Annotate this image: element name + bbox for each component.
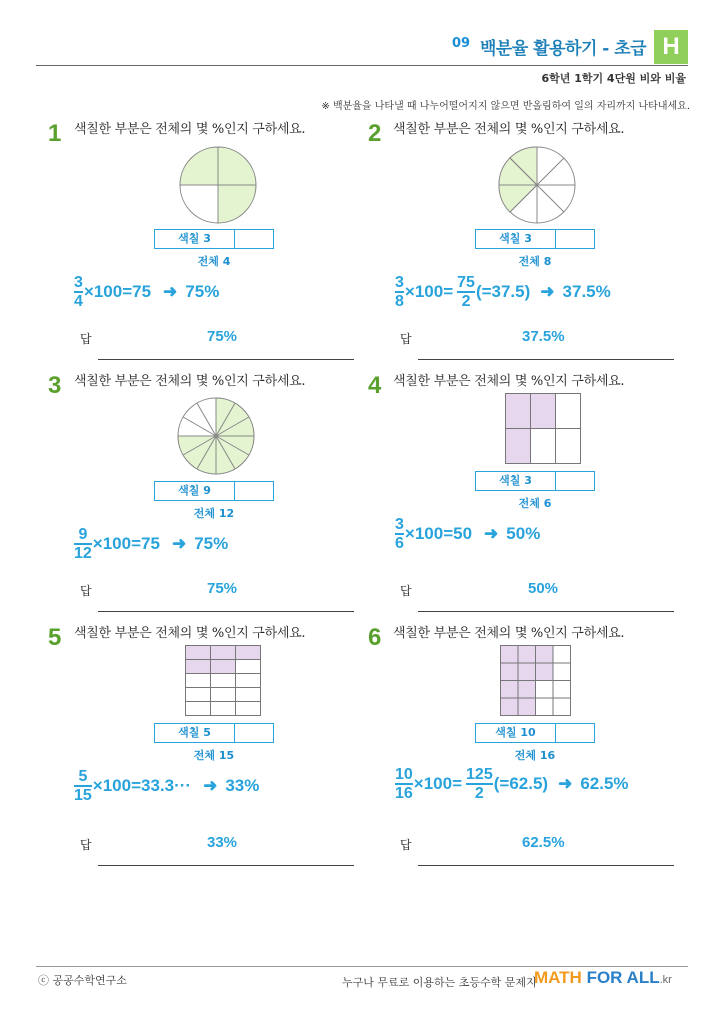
problem-4-number: 4: [368, 372, 382, 399]
footer-divider: [36, 966, 688, 967]
worksheet-number: 09: [452, 36, 471, 51]
problem-3-shaded-label: 색칠 9: [155, 482, 235, 500]
problem-1-fraction: [74, 274, 83, 310]
problem-3-answer: 75%: [207, 580, 238, 597]
equation-rest: ×100=50: [404, 524, 473, 543]
footer-tagline: 누구나 무료로 이용하는 초등수학 문제지: [342, 976, 537, 989]
problem-2-pie-diagram: [497, 145, 577, 225]
problem-4-fraction: [395, 516, 404, 552]
problem-4-shaded-label: 색칠 3: [476, 472, 556, 490]
problem-4-answer-line: [418, 611, 674, 612]
problem-3-answer-line: [98, 611, 354, 612]
problem-2-number: 2: [368, 120, 382, 147]
equation-rest: (=37.5): [475, 282, 531, 301]
problem-2-answer: 37.5%: [522, 328, 565, 345]
numerator: 9: [78, 526, 88, 543]
equation-result: 33%: [225, 776, 260, 795]
footer-copyright: ⓒ 공공수학연구소: [38, 974, 127, 987]
problem-6-grid-diagram: [500, 645, 572, 717]
arrow-icon: ➜: [558, 774, 573, 793]
equation-result: 75%: [185, 282, 220, 301]
denominator: 15: [74, 787, 92, 804]
problem-5-grid-diagram: [185, 645, 261, 717]
problem-3-shaded-box: [154, 481, 274, 501]
equation-result: 50%: [506, 524, 541, 543]
problem-5-shaded-box: [154, 723, 274, 743]
problem-5-question: 색칠한 부분은 전체의 몇 %인지 구하세요.: [74, 626, 306, 641]
problem-6-fraction-2: [466, 766, 493, 802]
problem-4-grid-diagram: [505, 393, 581, 465]
brand-part-a: MATH: [534, 968, 587, 987]
problem-1-total-label: 전체 4: [197, 255, 231, 268]
arrow-icon: ➜: [163, 282, 178, 301]
problem-5-answer-label: 답: [80, 838, 92, 852]
problem-2-shaded-box: [475, 229, 595, 249]
numerator: 3: [74, 274, 83, 291]
denominator: 6: [395, 535, 404, 552]
problem-1-question: 색칠한 부분은 전체의 몇 %인지 구하세요.: [74, 122, 306, 137]
worksheet-subtitle: 6학년 1학기 4단원 비와 비율: [541, 72, 686, 85]
numerator: 3: [395, 516, 404, 533]
numerator: 75: [457, 274, 475, 291]
problem-5-answer: 33%: [207, 834, 238, 851]
problem-4-equation: [395, 516, 540, 552]
denominator: 16: [395, 785, 413, 802]
numerator: 125: [466, 766, 493, 783]
problem-6-shaded-box: [475, 723, 595, 743]
arrow-icon: ➜: [203, 776, 218, 795]
problem-6-answer-label: 답: [400, 838, 412, 852]
problem-2-answer-line: [418, 359, 674, 360]
worksheet-title: 백분율 활용하기 - 초급: [480, 39, 647, 59]
instruction-note: ※ 백분율을 나타낼 때 나누어떨어지지 않으면 반올림하여 일의 자리까지 나타내세요.: [321, 101, 690, 112]
problem-2-equation: [395, 274, 611, 310]
problem-6-total-label: 전체 16: [514, 749, 556, 762]
problem-3-pie-diagram: [176, 396, 256, 476]
problem-2-fraction: [395, 274, 404, 310]
problem-4-question: 색칠한 부분은 전체의 몇 %인지 구하세요.: [393, 374, 625, 389]
level-badge: H: [654, 30, 688, 64]
problem-6-equation: [395, 766, 629, 802]
problem-5-shaded-label: 색칠 5: [155, 724, 235, 742]
problem-3-total-label: 전체 12: [193, 507, 235, 520]
problem-1-shaded-box: [154, 229, 274, 249]
problem-4-shaded-box: [475, 471, 595, 491]
problem-6-number: 6: [368, 624, 382, 651]
header-divider: [36, 65, 688, 66]
arrow-icon: ➜: [540, 282, 555, 301]
problem-1-answer-label: 답: [80, 332, 92, 346]
denominator: 2: [461, 293, 471, 310]
numerator: 5: [78, 768, 88, 785]
problem-1-answer-line: [98, 359, 354, 360]
problem-2-total-label: 전체 8: [518, 255, 552, 268]
problem-1-shaded-label: 색칠 3: [155, 230, 235, 248]
equation-rest: (=62.5): [493, 774, 549, 793]
problem-6-shaded-label: 색칠 10: [476, 724, 556, 742]
equation-rest: ×100=75: [92, 534, 160, 553]
problem-4-answer-label: 답: [400, 584, 412, 598]
numerator: 3: [395, 274, 404, 291]
problem-3-answer-label: 답: [80, 584, 92, 598]
arrow-icon: ➜: [484, 524, 499, 543]
equation-result: 37.5%: [562, 282, 611, 301]
denominator: 2: [474, 785, 484, 802]
brand-logo: [534, 968, 672, 988]
problem-4-total-label: 전체 6: [518, 497, 552, 510]
denominator: 12: [74, 545, 92, 562]
problem-3-equation: [74, 526, 228, 562]
equation-mid: ×100=: [404, 282, 454, 301]
problem-1-equation: [74, 274, 219, 310]
problem-6-answer: 62.5%: [522, 834, 565, 851]
problem-1-pie-diagram: [178, 145, 258, 225]
problem-5-number: 5: [48, 624, 62, 651]
problem-2-shaded-label: 색칠 3: [476, 230, 556, 248]
problem-5-total-label: 전체 15: [193, 749, 235, 762]
problem-5-equation: [74, 768, 259, 804]
problem-1-answer: 75%: [207, 328, 238, 345]
problem-3-question: 색칠한 부분은 전체의 몇 %인지 구하세요.: [74, 374, 306, 389]
equation-rest: ×100=33.3···: [92, 776, 192, 795]
equation-mid: ×100=: [413, 774, 463, 793]
equation-result: 62.5%: [580, 774, 629, 793]
problem-3-fraction: [74, 526, 92, 562]
equation-rest: ×100=75: [83, 282, 152, 301]
problem-6-fraction: [395, 766, 413, 802]
problem-1-number: 1: [48, 120, 62, 147]
arrow-icon: ➜: [171, 534, 187, 553]
problem-6-question: 색칠한 부분은 전체의 몇 %인지 구하세요.: [393, 626, 625, 641]
denominator: 8: [395, 293, 404, 310]
problem-3-number: 3: [48, 372, 62, 399]
problem-5-fraction: [74, 768, 92, 804]
problem-2-question: 색칠한 부분은 전체의 몇 %인지 구하세요.: [393, 122, 625, 137]
problem-2-fraction-2: [457, 274, 475, 310]
brand-part-b: FOR ALL: [586, 968, 660, 987]
problem-5-answer-line: [98, 865, 354, 866]
problem-2-answer-label: 답: [400, 332, 412, 346]
problem-6-answer-line: [418, 865, 674, 866]
numerator: 10: [395, 766, 413, 783]
problem-4-answer: 50%: [528, 580, 559, 597]
equation-result: 75%: [194, 534, 229, 553]
denominator: 4: [74, 293, 83, 310]
brand-part-c: .kr: [659, 974, 672, 986]
